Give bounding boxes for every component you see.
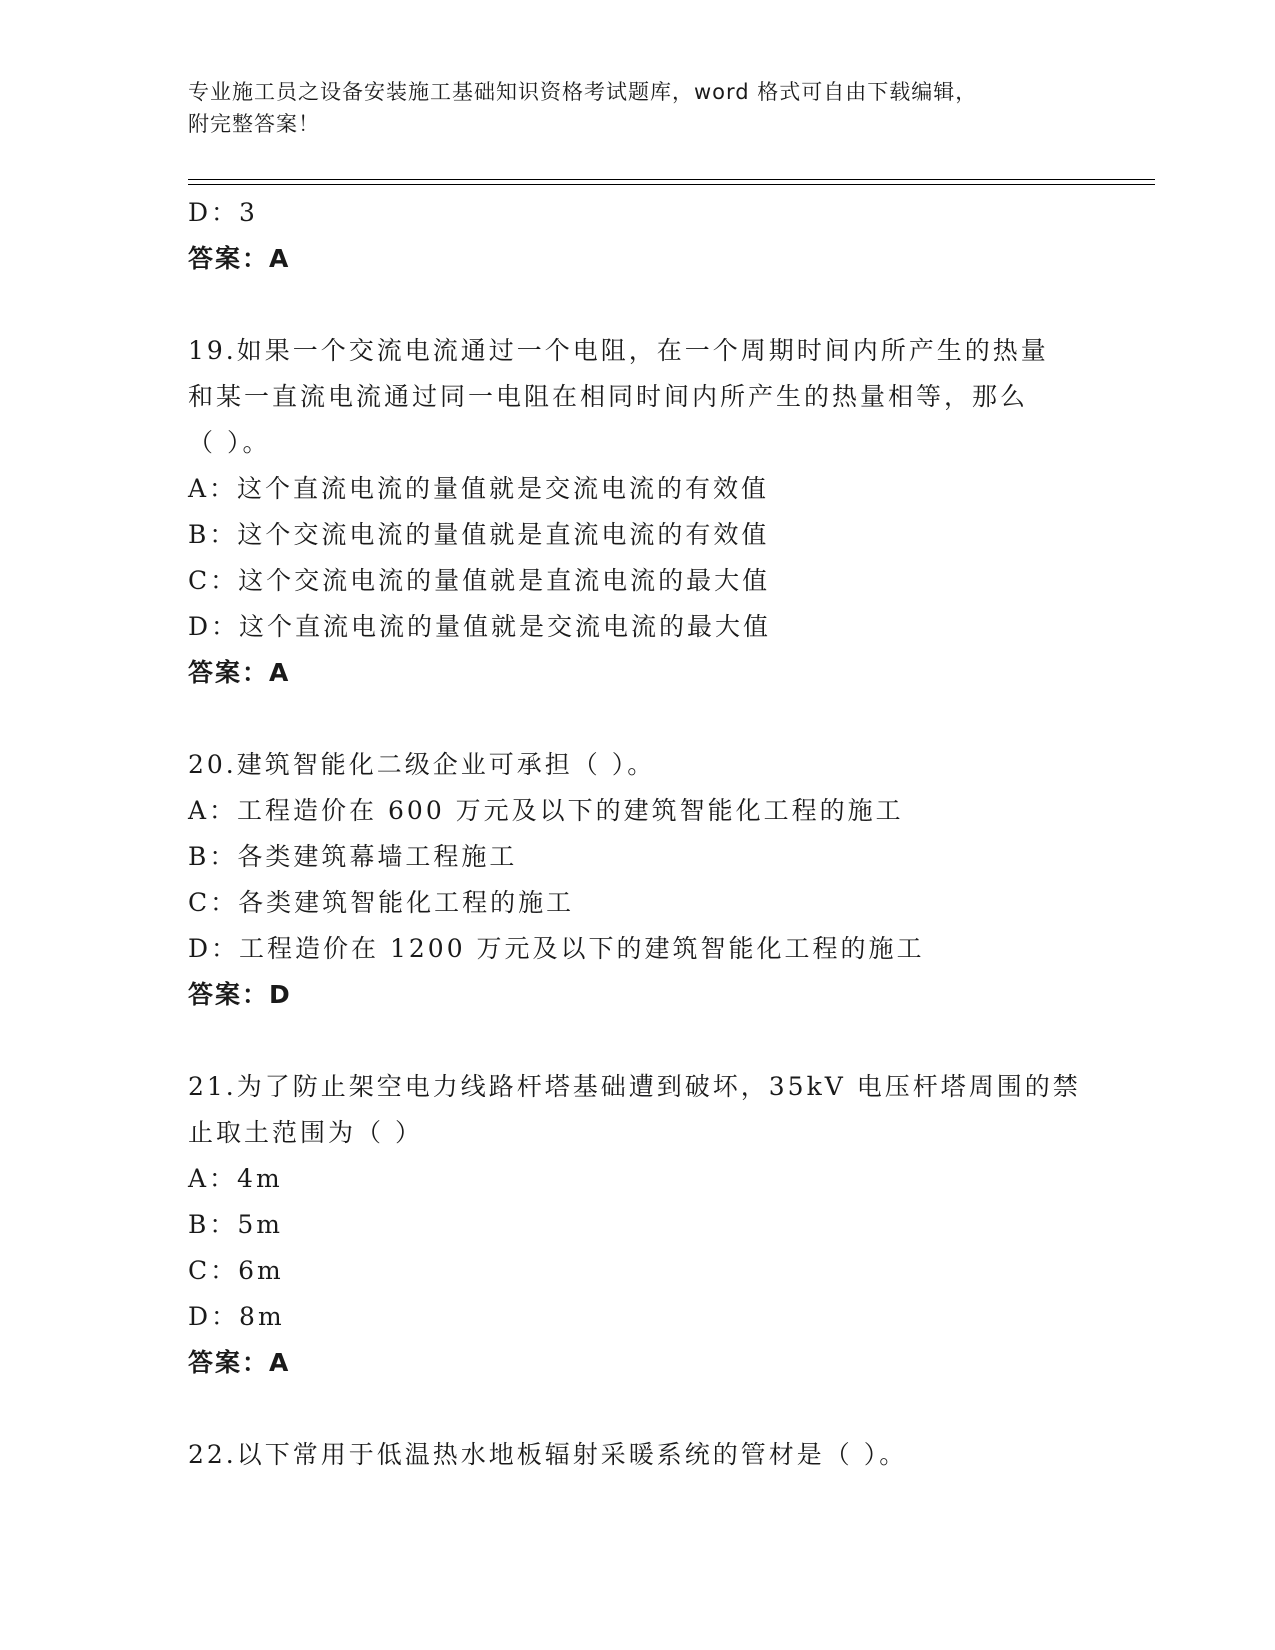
question-19	[188, 328, 1088, 696]
header-divider-top	[188, 179, 1155, 180]
header-line-2: 附完整答案！	[188, 112, 320, 136]
question-22	[188, 1432, 1088, 1478]
question-20	[188, 742, 1088, 1018]
question-stem: 19.如果一个交流电流通过一个电阻，在一个周期时间内所产生的热量	[188, 336, 1049, 365]
option-c: C：这个交流电流的量值就是直流电流的最大值	[188, 566, 771, 595]
answer-line: 答案：A	[188, 658, 291, 687]
option-c: C：各类建筑智能化工程的施工	[188, 888, 575, 917]
option-c: C：6m	[188, 1256, 284, 1285]
question-stem: 21.为了防止架空电力线路杆塔基础遭到破坏，35kV 电压杆塔周围的禁	[188, 1072, 1081, 1101]
question-stem: （ ）。	[188, 428, 271, 457]
header-line-1: 专业施工员之设备安装施工基础知识资格考试题库，word 格式可自由下载编辑，	[188, 80, 978, 104]
question-stem: 20.建筑智能化二级企业可承担（ ）。	[188, 750, 656, 779]
option-b: B：这个交流电流的量值就是直流电流的有效值	[188, 520, 770, 549]
option-d: D：3	[188, 198, 258, 227]
answer-line: 答案：A	[188, 1348, 291, 1377]
option-a: A：4m	[188, 1164, 283, 1193]
question-stem: 止取土范围为（ ）	[188, 1118, 423, 1147]
question-stem: 和某一直流电流通过同一电阻在相同时间内所产生的热量相等，那么	[188, 382, 1029, 411]
option-d: D：这个直流电流的量值就是交流电流的最大值	[188, 612, 772, 641]
spacer	[188, 1018, 1088, 1064]
answer-line: 答案：A	[188, 244, 291, 273]
spacer	[188, 282, 1088, 328]
answer-line: 答案：D	[188, 980, 292, 1009]
option-a: A：这个直流电流的量值就是交流电流的有效值	[188, 474, 770, 503]
spacer	[188, 1386, 1088, 1432]
page-header	[188, 76, 1088, 140]
header-divider-bottom	[188, 184, 1155, 185]
question-list	[188, 190, 1088, 1478]
question-18-tail	[188, 190, 1088, 282]
question-stem: 22.以下常用于低温热水地板辐射采暖系统的管材是（ ）。	[188, 1440, 908, 1469]
spacer	[188, 696, 1088, 742]
option-b: B：各类建筑幕墙工程施工	[188, 842, 518, 871]
option-d: D：工程造价在 1200 万元及以下的建筑智能化工程的施工	[188, 934, 925, 963]
question-21	[188, 1064, 1088, 1386]
option-a: A：工程造价在 600 万元及以下的建筑智能化工程的施工	[188, 796, 904, 825]
option-d: D：8m	[188, 1302, 285, 1331]
option-b: B：5m	[188, 1210, 283, 1239]
